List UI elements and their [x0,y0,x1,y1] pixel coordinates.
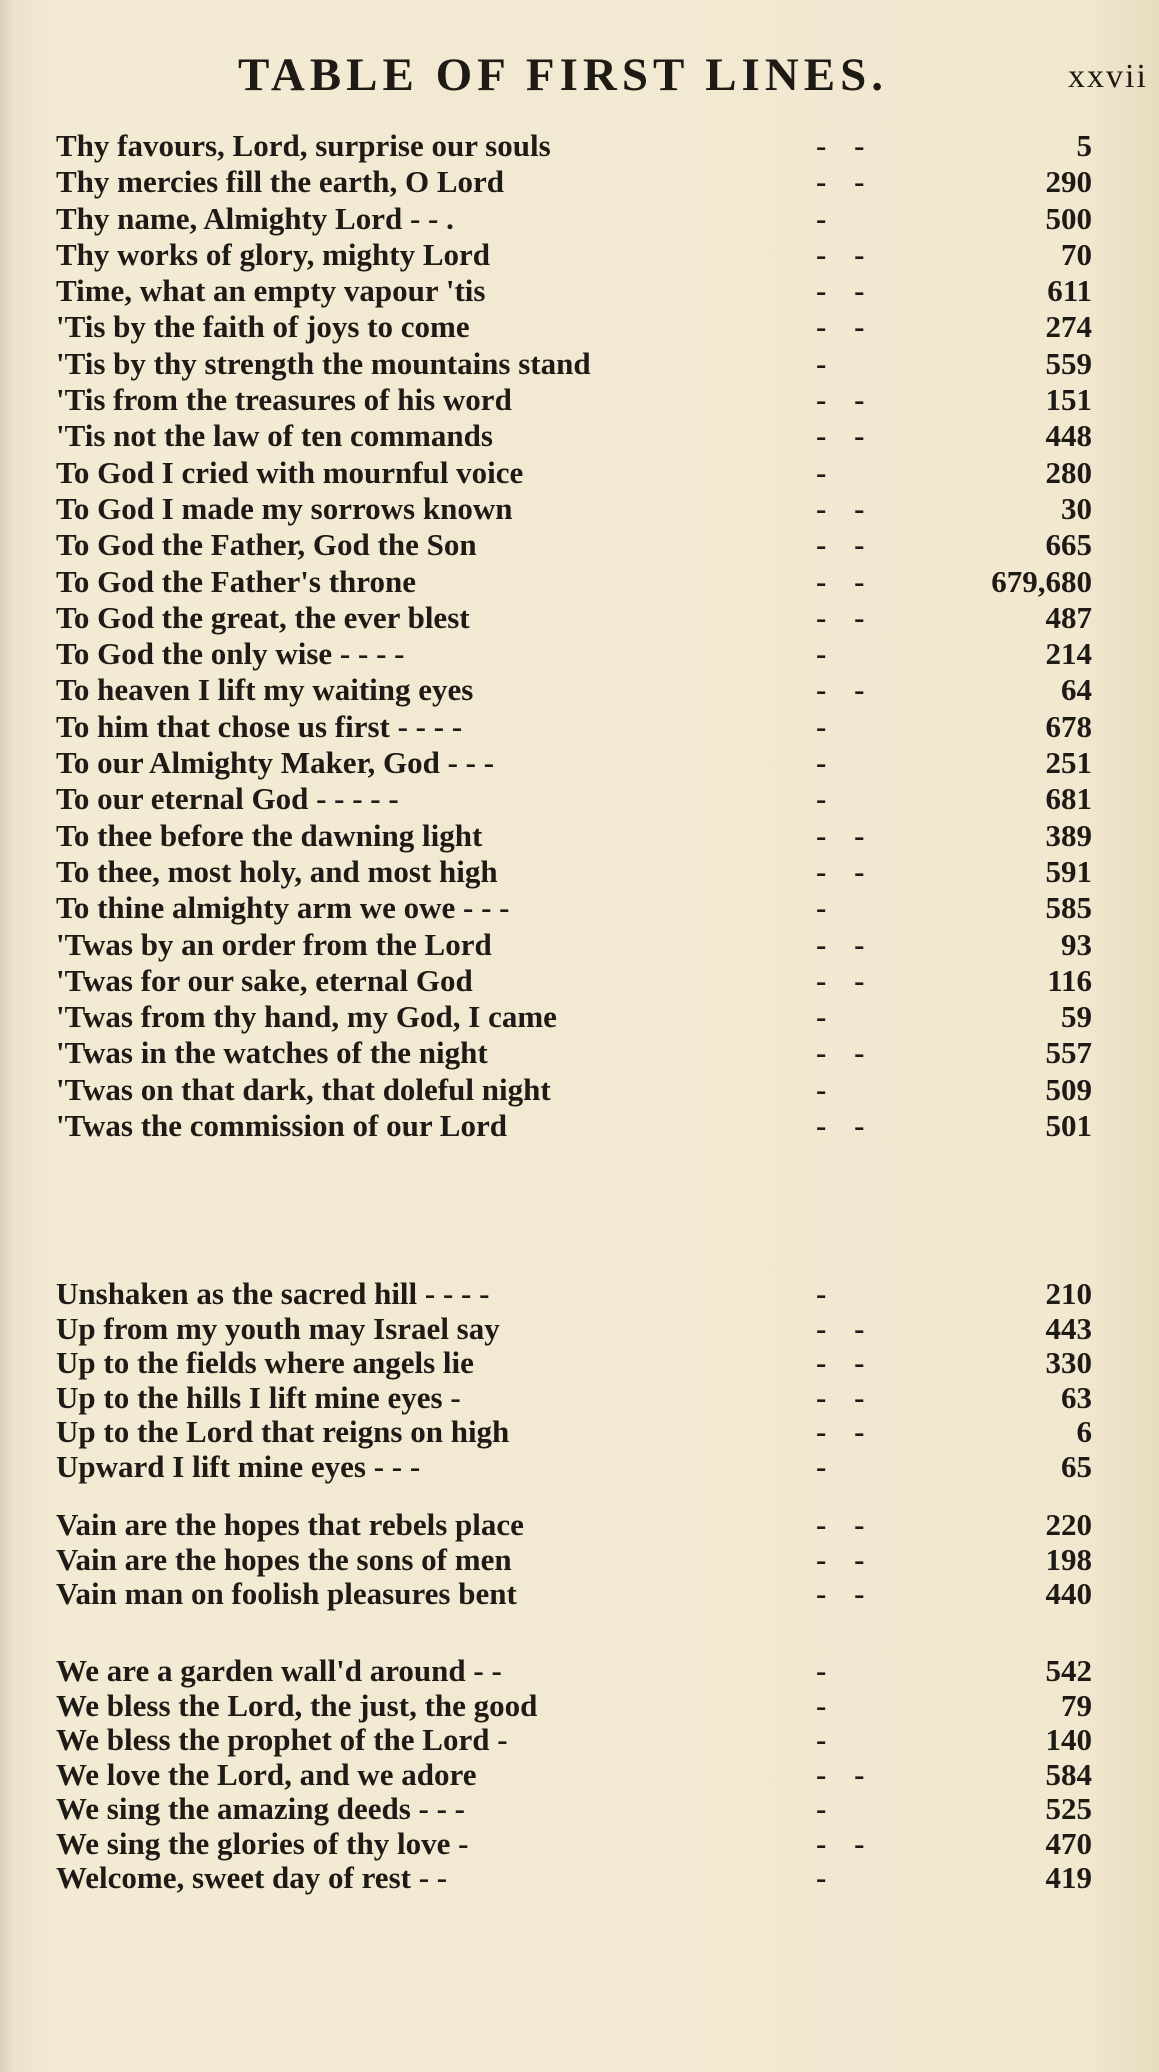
first-line-text: Vain man on foolish pleasures bent [56,1576,517,1611]
hymn-page-number: 63 [1061,1379,1092,1415]
first-line-text: To thee, most holy, and most high [56,853,498,889]
index-entry [56,527,1116,563]
index-entry [56,1653,1116,1688]
first-line-text: Vain are the hopes that rebels place [56,1507,524,1542]
hymn-page-number: 5 [1076,128,1092,163]
index-entry [56,1108,1116,1144]
hymn-page-number: 470 [1045,1825,1092,1861]
hymn-page-number: 584 [1045,1756,1092,1792]
leader-dashes: - - [816,128,875,163]
leader-dashes: - [816,1448,837,1484]
leader-dashes: - [816,1791,837,1826]
hymn-page-number: 251 [1045,745,1092,781]
index-entry [56,1035,1116,1071]
hymn-page-number: 290 [1045,164,1092,200]
first-line-text: To heaven I lift my waiting eyes [56,672,474,708]
first-line-text: 'Twas from thy hand, my God, I came [56,999,557,1035]
first-line-text: Time, what an empty vapour 'tis [56,273,486,309]
hymn-page-number: 665 [1045,527,1092,563]
index-entry [56,1826,1116,1861]
first-line-text: We sing the glories of thy love - [56,1825,469,1861]
leader-dashes: - - [816,382,875,418]
leader-dashes: - [816,345,837,381]
index-entry [56,1449,1116,1484]
leader-dashes: - [816,999,837,1035]
index-section-w [56,1653,1116,1895]
leader-dashes: - - [816,1756,875,1792]
index-entry [56,1860,1116,1895]
hymn-page-number: 64 [1061,672,1092,708]
index-entry [56,382,1116,418]
hymn-page-number: 280 [1045,454,1092,490]
leader-dashes: - [816,200,837,236]
leader-dashes: - [816,1860,837,1895]
first-line-text: To thine almighty arm we owe - - - [56,890,510,926]
index-entry [56,1688,1116,1723]
hymn-page-number: 93 [1061,926,1092,962]
hymn-page-number: 611 [1047,273,1092,309]
leader-dashes: - [816,454,837,490]
hymn-page-number: 559 [1045,345,1092,381]
index-entry [56,890,1116,926]
index-entry [56,999,1116,1035]
hymn-page-number: 678 [1045,708,1092,744]
hymn-page-number: 198 [1045,1541,1092,1577]
index-entry [56,1276,1116,1311]
index-entry [56,745,1116,781]
hymn-page-number: 487 [1045,599,1092,635]
leader-dashes: - [816,1653,837,1688]
leader-dashes: - - [816,273,875,309]
leader-dashes: - - [816,1507,875,1542]
leader-dashes: - - [816,1345,875,1380]
leader-dashes: - [816,781,837,817]
leader-dashes: - - [816,853,875,889]
hymn-page-number: 501 [1045,1108,1092,1144]
hymn-page-number: 65 [1061,1448,1092,1484]
leader-dashes: - - [816,599,875,635]
first-line-text: Thy mercies fill the earth, O Lord [56,164,505,200]
first-line-text: Welcome, sweet day of rest - - [56,1860,448,1895]
index-entry [56,963,1116,999]
first-line-text: To God the Father, God the Son [56,527,477,563]
first-line-text: 'Tis by the faith of joys to come [56,309,470,345]
index-entry [56,854,1116,890]
index-section-u [56,1276,1116,1483]
hymn-page-number: 525 [1045,1791,1092,1826]
hymn-page-number: 448 [1045,418,1092,454]
index-entry [56,128,1116,164]
leader-dashes: - - [816,1414,875,1449]
first-line-text: To God I made my sorrows known [56,490,513,526]
leader-dashes: - - [816,563,875,599]
hymn-page-number: 59 [1061,999,1092,1035]
first-line-text: We bless the prophet of the Lord - [56,1722,508,1757]
leader-dashes: - [816,1687,837,1723]
index-entry [56,564,1116,600]
leader-dashes: - - [816,926,875,962]
hymn-page-number: 151 [1045,382,1092,418]
index-entry [56,273,1116,309]
leader-dashes: - [816,745,837,781]
hymn-page-number: 585 [1045,890,1092,926]
first-line-text: 'Tis not the law of ten commands [56,418,493,454]
index-entry [56,1311,1116,1346]
hymn-page-number: 509 [1045,1071,1092,1107]
first-line-text: To God I cried with mournful voice [56,454,524,490]
hymn-page-number: 500 [1045,200,1092,236]
hymn-page-number: 542 [1045,1653,1092,1688]
leader-dashes: - - [816,1576,875,1611]
leader-dashes: - [816,1276,837,1311]
index-entry [56,636,1116,672]
leader-dashes: - - [816,672,875,708]
index-entry [56,600,1116,636]
first-line-text: Thy favours, Lord, surprise our souls [56,128,551,163]
index-section-v [56,1507,1116,1611]
running-title: TABLE OF FIRST LINES. [238,49,889,101]
first-line-text: To God the Father's throne [56,563,416,599]
first-line-text: 'Twas in the watches of the night [56,1035,488,1071]
first-line-text: Up to the hills I lift mine eyes - [56,1379,461,1415]
leader-dashes: - - [816,962,875,998]
index-entry [56,1576,1116,1611]
index-entry [56,709,1116,745]
leader-dashes: - - [816,1310,875,1346]
index-entry [56,672,1116,708]
leader-dashes: - - [816,1108,875,1144]
hymn-page-number: 220 [1045,1507,1092,1542]
first-line-text: To God the only wise - - - - [56,636,405,672]
hymn-page-number: 681 [1045,781,1092,817]
index-entry [56,309,1116,345]
leader-dashes: - [816,1071,837,1107]
first-line-text: 'Twas the commission of our Lord [56,1108,507,1144]
first-line-text: Thy works of glory, mighty Lord [56,236,491,272]
index-entry [56,418,1116,454]
leader-dashes: - - [816,309,875,345]
leader-dashes: - - [816,1379,875,1415]
first-line-text: We sing the amazing deeds - - - [56,1791,466,1826]
leader-dashes: - [816,890,837,926]
index-entry [56,781,1116,817]
hymn-page-number: 330 [1045,1345,1092,1380]
leader-dashes: - - [816,1541,875,1577]
leader-dashes: - - [816,1035,875,1071]
hymn-page-number: 679,680 [991,563,1092,599]
hymn-page-number: 557 [1045,1035,1092,1071]
first-line-text: To thee before the dawning light [56,817,483,853]
first-line-text: 'Tis by thy strength the mountains stand [56,345,591,381]
index-entry [56,1542,1116,1577]
index-entry [56,237,1116,273]
index-entry [56,1380,1116,1415]
leader-dashes: - - [816,1825,875,1861]
index-section-t [56,128,1116,1144]
first-line-text: Thy name, Almighty Lord - - . [56,200,454,236]
index-entry [56,1791,1116,1826]
index-entry [56,346,1116,382]
index-entry [56,818,1116,854]
hymn-page-number: 30 [1061,490,1092,526]
hymn-page-number: 6 [1076,1414,1092,1449]
first-line-text: To our eternal God - - - - - [56,781,399,817]
hymn-page-number: 443 [1045,1310,1092,1346]
leader-dashes: - - [816,418,875,454]
index-entry [56,1757,1116,1792]
first-line-text: Upward I lift mine eyes - - - [56,1448,421,1484]
hymn-page-number: 210 [1045,1276,1092,1311]
index-entry [56,201,1116,237]
index-entry [56,1345,1116,1380]
first-line-text: 'Twas for our sake, eternal God [56,962,473,998]
leader-dashes: - - [816,527,875,563]
index-entry [56,1722,1116,1757]
leader-dashes: - - [816,236,875,272]
leader-dashes: - [816,708,837,744]
index-entry [56,455,1116,491]
leader-dashes: - - [816,490,875,526]
hymn-page-number: 116 [1047,962,1092,998]
index-entry [56,1507,1116,1542]
leader-dashes: - - [816,817,875,853]
hymn-page-number: 419 [1045,1860,1092,1895]
first-line-text: Up from my youth may Israel say [56,1310,500,1346]
hymn-page-number: 79 [1061,1687,1092,1723]
hymn-page-number: 140 [1045,1722,1092,1757]
hymn-page-number: 70 [1061,236,1092,272]
index-entry [56,1072,1116,1108]
index-entry [56,1414,1116,1449]
hymn-page-number: 591 [1045,853,1092,889]
first-line-text: To him that chose us first - - - - [56,708,463,744]
leader-dashes: - - [816,164,875,200]
hymn-page-number: 214 [1045,636,1092,672]
first-line-text: To God the great, the ever blest [56,599,470,635]
first-line-text: Up to the Lord that reigns on high [56,1414,510,1449]
hymn-page-number: 274 [1045,309,1092,345]
leader-dashes: - [816,1722,837,1757]
leader-dashes: - [816,636,837,672]
first-line-text: 'Tis from the treasures of his word [56,382,512,418]
index-entry [56,927,1116,963]
hymn-page-number: 440 [1045,1576,1092,1611]
page-header [0,48,1159,108]
index-entry [56,164,1116,200]
hymn-page-number: 389 [1045,817,1092,853]
first-line-text: We bless the Lord, the just, the good [56,1687,538,1723]
first-line-text: 'Twas on that dark, that doleful night [56,1071,551,1107]
first-line-text: We love the Lord, and we adore [56,1756,477,1792]
first-line-text: Up to the fields where angels lie [56,1345,474,1380]
first-line-text: To our Almighty Maker, God - - - [56,745,495,781]
first-line-text: We are a garden wall'd around - - [56,1653,502,1688]
first-line-text: 'Twas by an order from the Lord [56,926,492,962]
first-line-text: Unshaken as the sacred hill - - - - [56,1276,490,1311]
page-number: xxvii [1068,58,1148,95]
first-line-text: Vain are the hopes the sons of men [56,1541,512,1577]
index-entry [56,491,1116,527]
